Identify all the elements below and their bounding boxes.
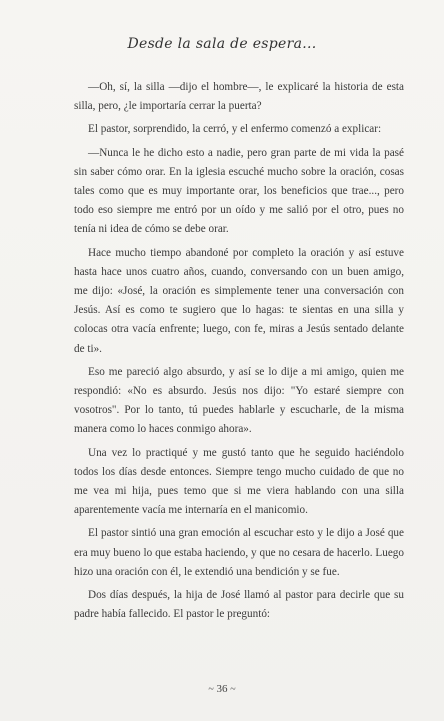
page-number: 36 bbox=[216, 683, 228, 695]
ornament-left-icon: ~ bbox=[208, 684, 214, 695]
paragraph: —Nunca le he dicho esto a nadie, pero gran parte de mi vida la pasé sin saber cómo orar. En la iglesia escuché mucho sobre la oración, cosas tales como que es muy importante orar, los beneficios que trae..., pero todo eso siempre me entró por un oído y me salió por el otro, pues no tenía ni idea de cómo se debe orar. bbox=[74, 146, 404, 236]
paragraph: El pastor, sorprendido, la cerró, y el enfermo comenzó a explicar: bbox=[88, 123, 382, 136]
paragraph: El pastor sintió una gran emoción al escuchar esto y le dijo a José que era muy bueno lo que estaba haciendo, y que no cesara de hacerlo. Luego hizo una oración con él, le extendió una bendición y se fue. bbox=[74, 527, 404, 578]
paragraph: Dos días después, la hija de José llamó al pastor para decirle que su padre había fallecido. El pastor le preguntó: bbox=[74, 589, 404, 621]
paragraph: Eso me pareció algo absurdo, y así se lo dije a mi amigo, quien me respondió: «No es absurdo. Jesús nos dijo: "Yo estaré siempre con vosotros". Por lo tanto, tú puedes hablarle y escucharle, de la misma manera como lo haces conmigo ahora». bbox=[74, 365, 404, 436]
body-text bbox=[74, 78, 404, 628]
paragraph: —Oh, sí, la silla —dijo el hombre—, le explicaré la historia de esta silla, pero, ¿le importaría cerrar la puerta? bbox=[74, 81, 404, 113]
page-number-footer bbox=[0, 683, 444, 695]
paragraph: Una vez lo practiqué y me gustó tanto que he seguido haciéndolo todos los días desde entonces. Siempre tengo mucho cuidado de que no me vea mi hija, pues temo que si me viera hablando con una silla aparentemente vacía me internaría en el manicomio. bbox=[74, 446, 404, 517]
running-title: Desde la sala de espera... bbox=[127, 36, 317, 52]
paragraph: Hace mucho tiempo abandoné por completo la oración y así estuve hasta hace unos cuatro años, cuando, conversando con un buen amigo, me dijo: «José, la oración es simplemente tener una conversación con Jesús. Así es como te sugiero que lo hagas: te sientas en una silla y colocas otra vacía enfrente; luego, con fe, miras a Jesús sentado delante de ti». bbox=[74, 246, 404, 355]
ornament-right-icon: ~ bbox=[230, 684, 236, 695]
